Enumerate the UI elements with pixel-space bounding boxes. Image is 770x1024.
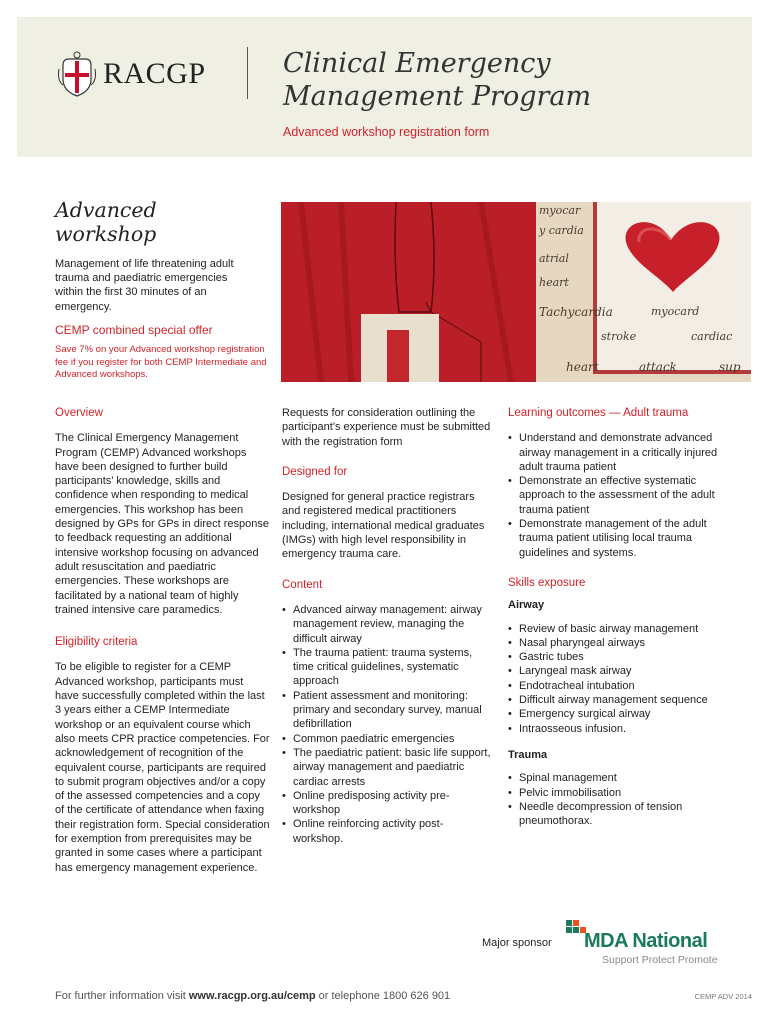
sponsor-tagline: Support Protect Promote — [602, 954, 718, 966]
list-item: • Patient assessment and monitoring: primary and secondary survey, manual defibrillation — [282, 689, 492, 732]
overview-text: The Clinical Emergency Management Program (CEMP) Advanced workshops have been designed to further build participants’ knowledge, skills and confidence when responding to medical emergencies. This workshop has been designed by GPs for GPs in direct response to feedback requesting an additional intensive workshop focusing on advanced adult resuscitation and paediatric emergencies. These workshops are facilitated by a national team of highly trained intensive care paramedics. — [55, 432, 269, 616]
hero-word: myocard — [651, 305, 700, 318]
trauma-list — [508, 771, 723, 828]
column-overview — [55, 406, 270, 886]
hero-word: sup — [719, 360, 741, 374]
hero-word: heart — [566, 360, 599, 374]
footer — [55, 990, 450, 1002]
hero-word: atrial — [539, 252, 569, 265]
intro-description: Management of life threatening adult trauma and paediatric emergencies within the first 30 minutes of an emergency. — [55, 258, 234, 313]
list-item: • Demonstrate an effective systematic approach to the assessment of the adult trauma patient — [508, 474, 723, 517]
designed-for-text: Designed for general practice registrars and registered medical practitioners including, international medical graduates (IMGs) with high level responsibility in emergency trauma care. — [282, 491, 485, 561]
hero-word: y cardia — [539, 224, 584, 237]
offer-text: Save 7% on your Advanced workshop registration fee if you register for both CEMP Intermediate and Advanced workshops. — [55, 344, 267, 380]
logo-text: RACGP — [103, 57, 206, 90]
racgp-logo — [57, 47, 247, 117]
content-list — [282, 603, 492, 846]
airway-list — [508, 622, 723, 736]
hero-word: cardiac — [691, 330, 733, 343]
hero-word: heart — [539, 276, 569, 289]
column-outcomes — [508, 406, 723, 840]
list-item: • Demonstrate management of the adult trauma patient utilising local trauma guidelines and systems. — [508, 517, 723, 560]
intro-title-line-1: Advanced — [55, 198, 157, 222]
list-item: • Online predisposing activity pre-workshop — [282, 789, 492, 818]
list-item: • Emergency surgical airway — [508, 707, 723, 721]
column-content — [282, 406, 492, 858]
list-item: • Understand and demonstrate advanced airway management in a critically injured adult trauma patient — [508, 431, 723, 474]
list-item: • Endotracheal intubation — [508, 679, 723, 693]
sponsor-logo — [566, 918, 736, 968]
list-item: • Gastric tubes — [508, 650, 723, 664]
trauma-heading: Trauma — [508, 748, 548, 761]
list-item: • The trauma patient: trauma systems, time critical guidelines, systematic approach — [282, 646, 492, 689]
designed-for-heading: Designed for — [282, 465, 348, 478]
airway-heading: Airway — [508, 599, 545, 612]
crest-icon — [57, 51, 97, 97]
list-item: • Nasal pharyngeal airways — [508, 636, 723, 650]
intro-title — [55, 198, 157, 246]
list-item: • Needle decompression of tension pneumothorax. — [508, 800, 723, 829]
hero-word: attack — [639, 360, 677, 374]
list-item: • Spinal management — [508, 771, 723, 785]
list-item: • Common paediatric emergencies — [282, 732, 492, 746]
hero-word: stroke — [601, 330, 637, 343]
list-item: • Online reinforcing activity post-workshop. — [282, 817, 492, 846]
footer-suffix: or telephone 1800 626 901 — [315, 990, 451, 1002]
title-line-1: Clinical Emergency — [283, 48, 551, 79]
page-subtitle: Advanced workshop registration form — [283, 125, 490, 139]
hero-word: Tachycardia — [539, 305, 613, 319]
offer-heading: CEMP combined special offer — [55, 323, 213, 337]
content-heading: Content — [282, 578, 323, 591]
footer-code: CEMP ADV 2014 — [694, 992, 752, 1001]
skills-heading: Skills exposure — [508, 576, 586, 589]
header-band — [17, 17, 752, 157]
learning-list — [508, 431, 723, 560]
list-item: • Intraosseous infusion. — [508, 722, 723, 736]
eligibility-text: To be eligible to register for a CEMP Advanced workshop, participants must have successfully completed within the last 3 years either a CEMP Intermediate workshop or an equivalent course which also meets CPR practice competencies. For acknowledgement of recognition of the equivalent course, participants are required to submit program objectives and/or a copy of the assessed competencies and a copy of the certificate of attendance when faxing their registration form. Special consideration for exemption from prerequisites may be granted in some cases where a participant has emergency management experience. — [55, 661, 270, 874]
hero-word: myocar — [539, 204, 581, 217]
list-item: • Review of basic airway management — [508, 622, 723, 636]
sponsor-label: Major sponsor — [482, 937, 552, 949]
hero-image — [281, 202, 751, 382]
overview-heading: Overview — [55, 407, 103, 419]
intro-title-line-2: workshop — [55, 222, 157, 246]
footer-prefix: For further information visit — [55, 990, 189, 1002]
sponsor-name: MDA National — [584, 930, 708, 952]
list-item: • Laryngeal mask airway — [508, 664, 723, 678]
header-divider — [247, 47, 248, 99]
eligibility-heading: Eligibility criteria — [55, 636, 138, 649]
learning-heading: Learning outcomes — Adult trauma — [508, 407, 689, 419]
list-item: • Difficult airway management sequence — [508, 693, 723, 707]
list-item: • Pelvic immobilisation — [508, 786, 723, 800]
requests-text: Requests for consideration outlining the participant’s experience must be submitted with the registration form — [282, 407, 491, 448]
hero-artwork — [281, 202, 751, 382]
title-line-2: Management Program — [283, 81, 592, 112]
footer-url-link[interactable]: www.racgp.org.au/cemp — [188, 990, 316, 1002]
list-item: • The paediatric patient: basic life support, airway management and paediatric cardiac arrests — [282, 746, 492, 789]
list-item: • Advanced airway management: airway management review, managing the difficult airway — [282, 603, 492, 646]
page-title — [283, 47, 591, 113]
